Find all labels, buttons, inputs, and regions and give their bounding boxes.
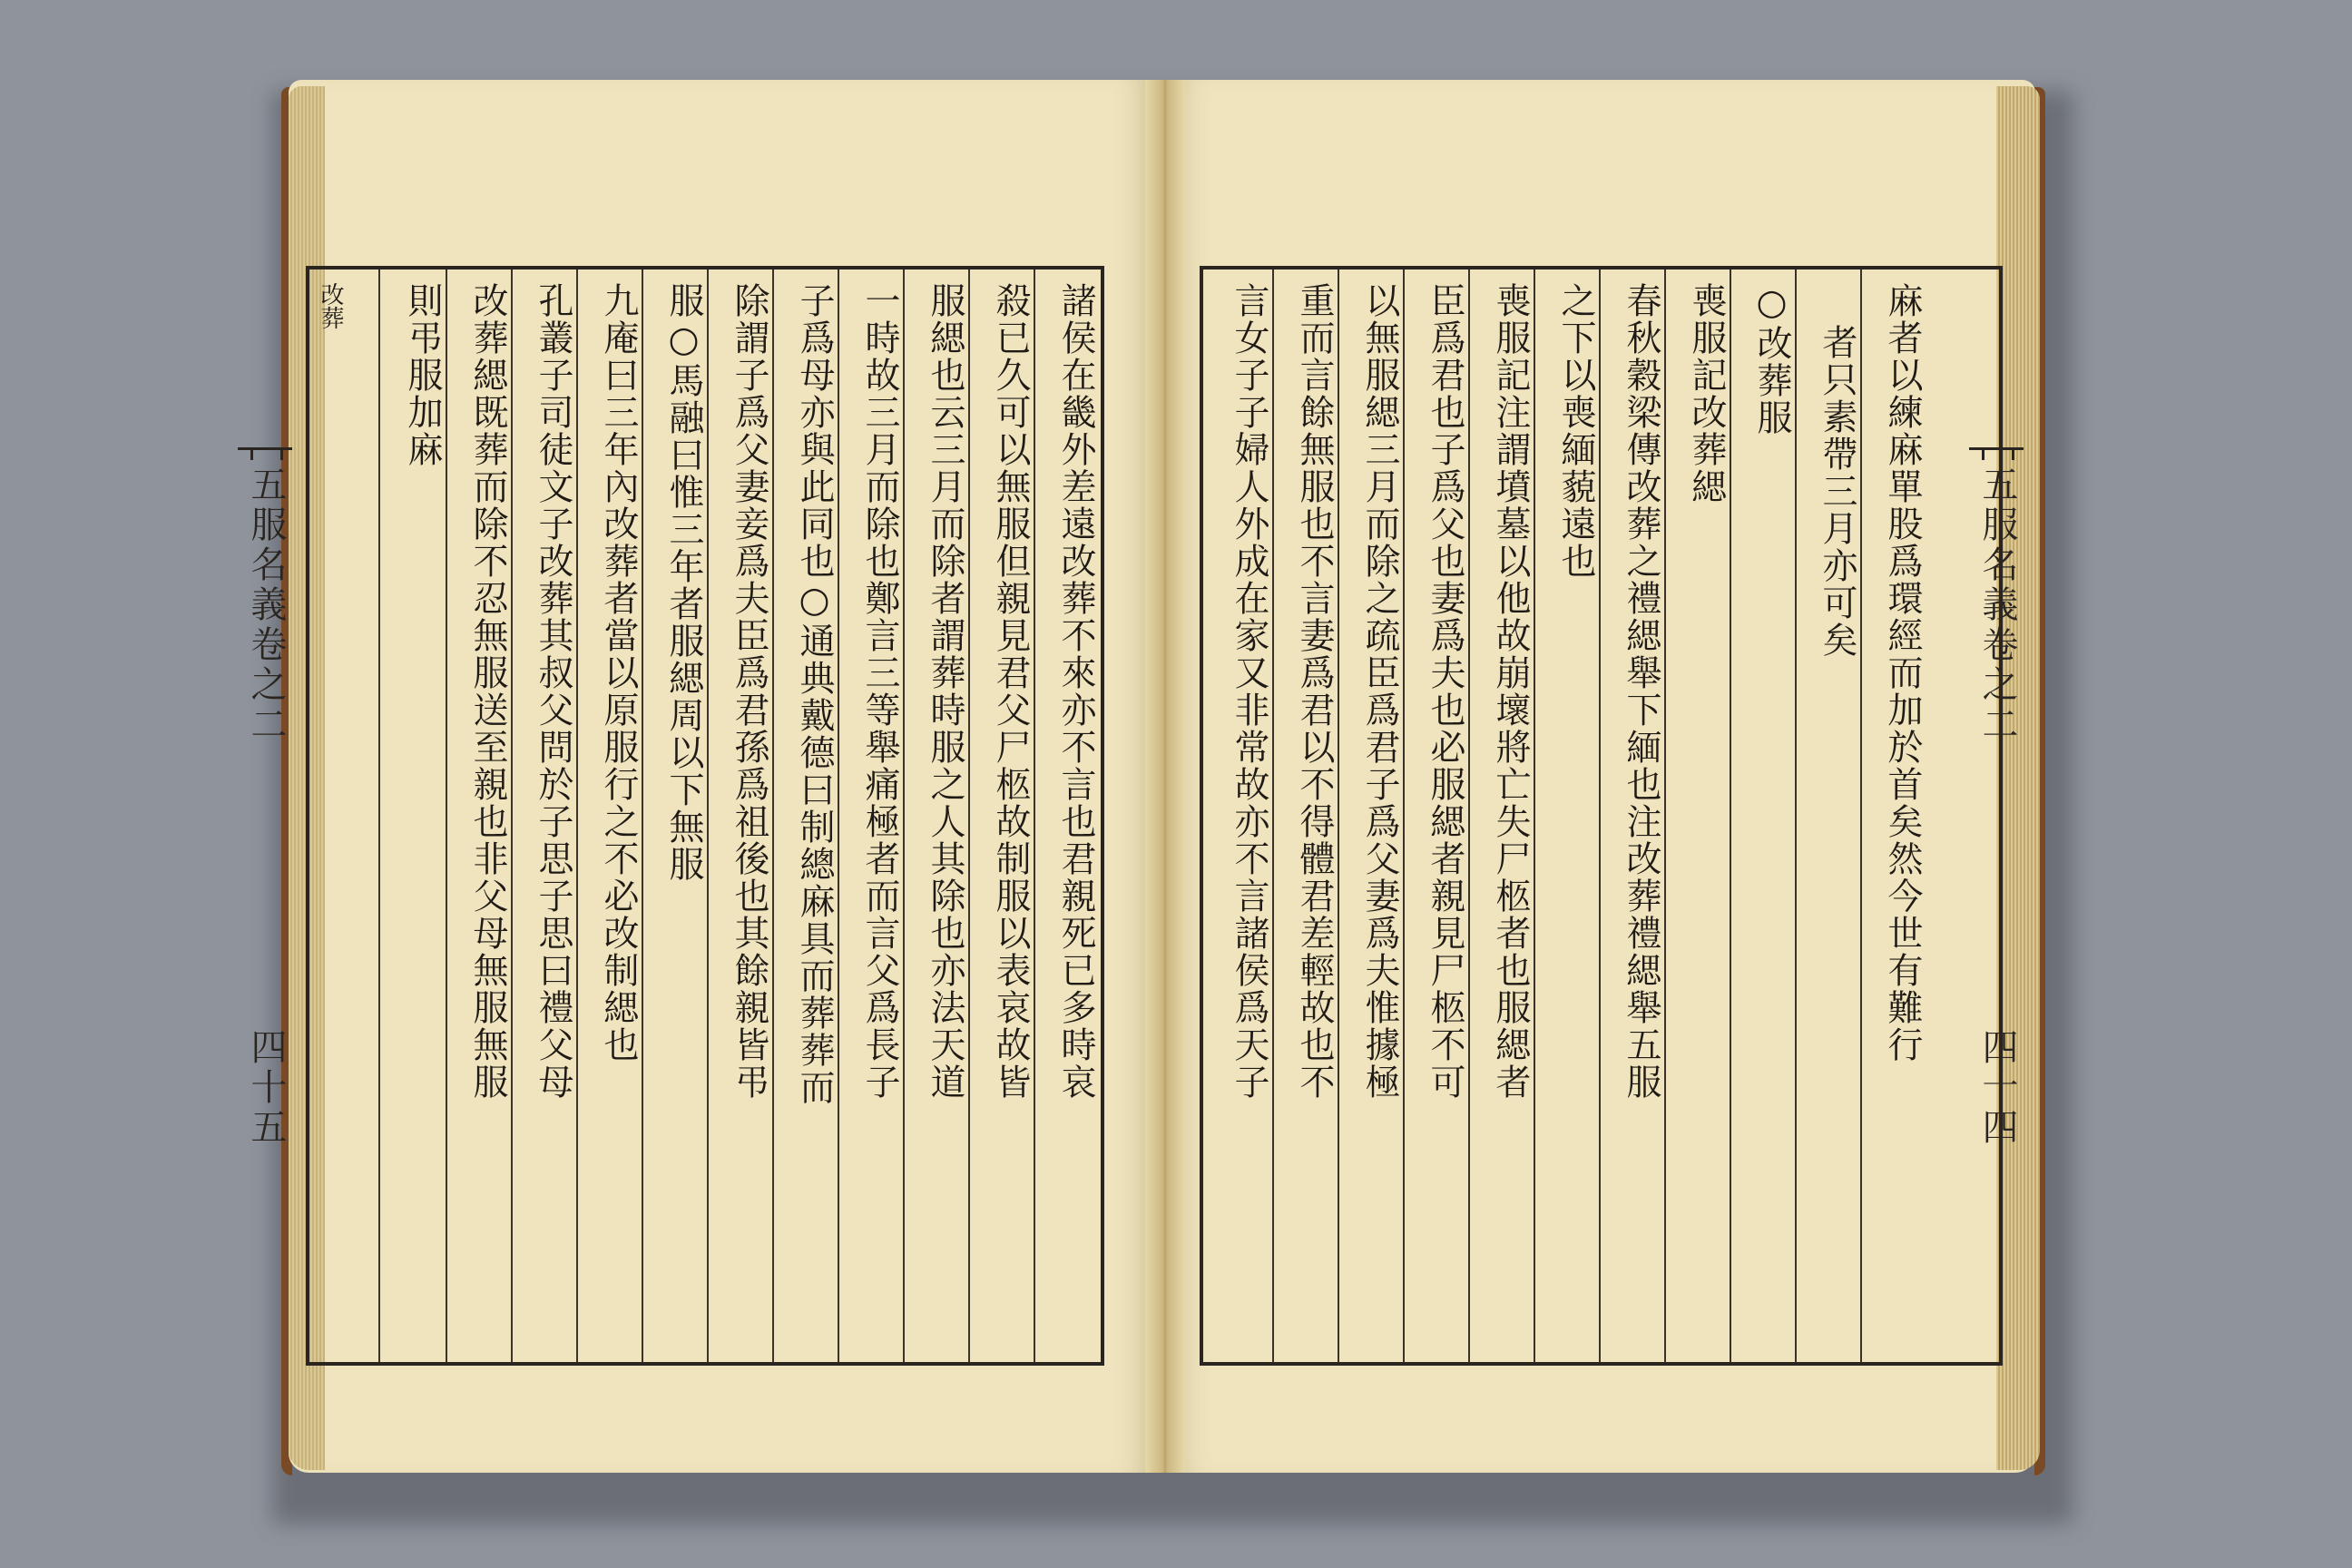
column-rule bbox=[1403, 270, 1405, 1362]
left-col-3: 服緦也云三月而除者謂葬時服之人其除也亦法天道 bbox=[925, 282, 965, 1101]
column-rule bbox=[1534, 270, 1535, 1362]
left-col-5: 子爲母亦與此同也○通典戴德曰制總麻具而葬葬而 bbox=[794, 282, 835, 1106]
column-rule bbox=[968, 270, 970, 1362]
left-col-2: 殺已久可以無服但親見君父尸柩故制服以表哀故皆 bbox=[990, 282, 1031, 1101]
column-rule bbox=[1034, 270, 1035, 1362]
column-rule bbox=[1338, 270, 1339, 1362]
column-rule bbox=[642, 270, 643, 1362]
column-rule bbox=[1272, 270, 1274, 1362]
left-col-1: 諸侯在畿外差遠改葬不來亦不言也君親死已多時哀 bbox=[1055, 282, 1096, 1101]
right-page-number: 四十四 bbox=[1976, 1028, 2018, 1148]
column-rule bbox=[1664, 270, 1666, 1362]
right-col-11: 言女子子婦人外成在家又非常故亦不言諸侯爲天子 bbox=[1229, 282, 1269, 1101]
left-col-9: 孔叢子司徒文子改葬其叔父問於子思子思曰禮父母 bbox=[533, 282, 573, 1101]
left-margin-label: 改葬 bbox=[317, 282, 344, 329]
right-col-3: ○改葬服 bbox=[1751, 282, 1792, 436]
column-rule bbox=[576, 270, 578, 1362]
column-rule bbox=[511, 270, 513, 1362]
column-rule bbox=[707, 270, 709, 1362]
right-text-frame bbox=[1200, 266, 2003, 1366]
right-col-8: 臣爲君也子爲父也妻爲夫也必服緦者親見尸柩不可 bbox=[1425, 282, 1465, 1101]
left-center-band bbox=[238, 266, 292, 1366]
fish-tail-mark bbox=[1969, 447, 2024, 466]
left-center-title: 五服名義卷之二 bbox=[245, 466, 287, 745]
left-col-10: 改葬緦既葬而除不忍無服送至親也非父母無服無服 bbox=[467, 282, 508, 1101]
column-rule bbox=[1795, 270, 1797, 1362]
right-col-5: 春秋穀梁傳改葬之禮緦舉下緬也注改葬禮緦舉五服 bbox=[1621, 282, 1661, 1101]
right-col-9: 以無服緦三月而除之疏臣爲君子爲父妻爲夫惟據極 bbox=[1359, 282, 1400, 1101]
right-col-6: 之下以喪緬藐遠也 bbox=[1555, 282, 1596, 580]
left-page-number: 四十五 bbox=[245, 1028, 287, 1148]
column-rule bbox=[1730, 270, 1731, 1362]
column-rule bbox=[446, 270, 447, 1362]
right-col-10: 重而言餘無服也不言妻爲君以不得體君差輕故也不 bbox=[1294, 282, 1335, 1101]
column-rule bbox=[378, 270, 380, 1362]
left-col-7: 服○馬融曰惟三年者服緦周以下無服 bbox=[663, 282, 704, 883]
left-col-11: 則弔服加麻 bbox=[402, 282, 443, 468]
book-gutter bbox=[1145, 80, 1185, 1473]
right-center-band bbox=[1969, 266, 2024, 1366]
right-col-2: 者只素帶三月亦可矣 bbox=[1817, 324, 1857, 659]
right-col-1: 麻者以練麻單股爲環經而加於首矣然今世有難行 bbox=[1882, 282, 1923, 1063]
right-center-title: 五服名義卷之二 bbox=[1976, 466, 2018, 745]
fish-tail-mark bbox=[238, 447, 292, 466]
column-rule bbox=[1860, 270, 1862, 1362]
column-rule bbox=[1468, 270, 1470, 1362]
left-text-frame bbox=[306, 266, 1104, 1366]
column-rule bbox=[772, 270, 774, 1362]
column-rule bbox=[838, 270, 839, 1362]
column-rule bbox=[903, 270, 905, 1362]
column-rule bbox=[1599, 270, 1601, 1362]
right-col-4: 喪服記改葬緦 bbox=[1686, 282, 1727, 505]
right-col-7: 喪服記注謂墳墓以他故崩壞將亡失尸柩者也服緦者 bbox=[1490, 282, 1531, 1101]
left-col-4: 一時故三月而除也鄭言三等舉痛極者而言父爲長子 bbox=[859, 282, 900, 1101]
left-col-6: 除謂子爲父妻妾爲夫臣爲君孫爲祖後也其餘親皆弔 bbox=[729, 282, 769, 1101]
left-col-8: 九庵曰三年內改葬者當以原服行之不必改制緦也 bbox=[598, 282, 639, 1063]
